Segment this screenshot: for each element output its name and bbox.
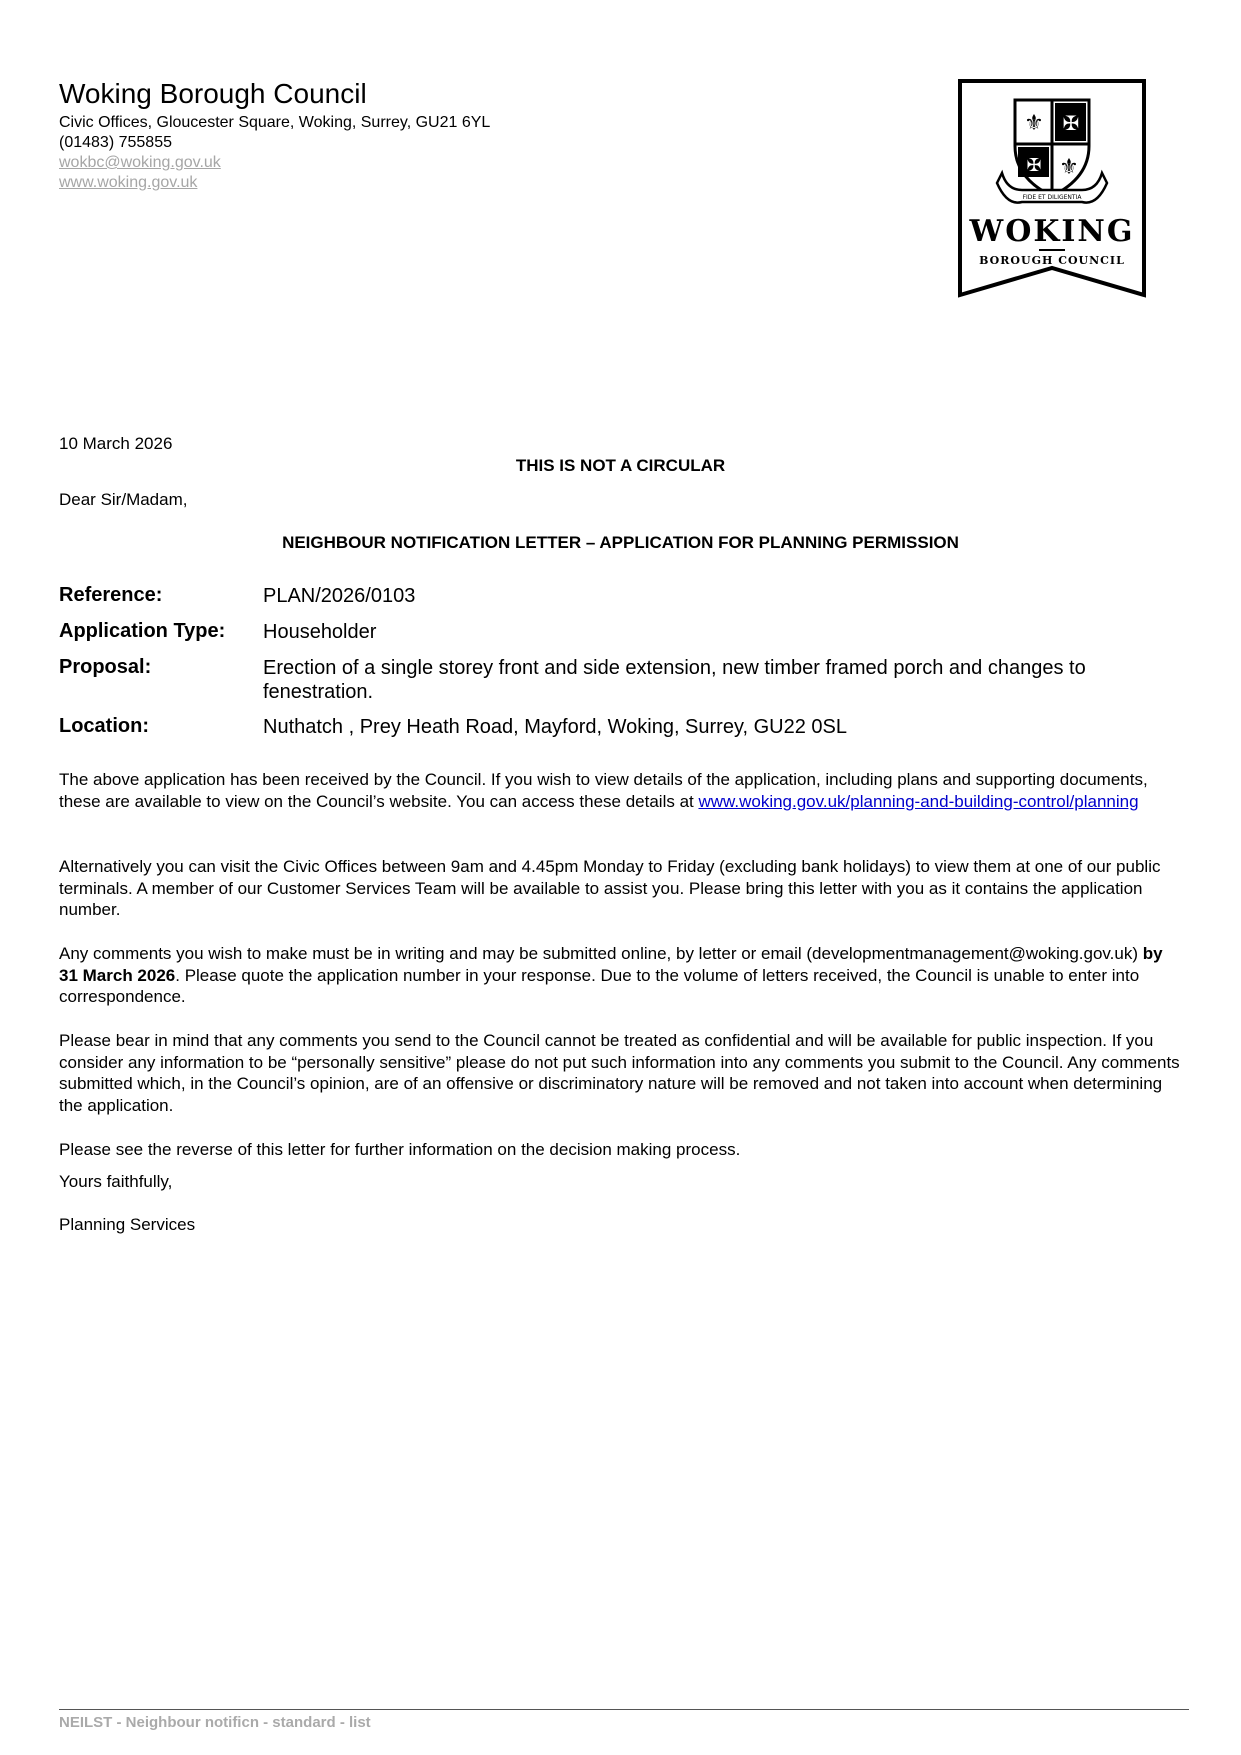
letter-date: 10 March 2026 xyxy=(59,434,173,453)
footer-document-code: NEILST - Neighbour notificn - standard - list xyxy=(59,1714,371,1731)
crest-motto: FIDE ET DILIGENTIA xyxy=(1022,194,1082,201)
letter-signature: Planning Services xyxy=(59,1215,196,1234)
application-type-value: Householder xyxy=(263,621,377,643)
not-circular-notice: THIS IS NOT A CIRCULAR xyxy=(515,456,726,475)
svg-text:✠: ✠ xyxy=(1026,155,1042,176)
application-type-label: Application Type: xyxy=(59,620,226,642)
paragraph-view-details xyxy=(59,769,1181,812)
proposal-label: Proposal: xyxy=(59,656,152,678)
logo-subtitle: BOROUGH COUNCIL xyxy=(979,254,1125,267)
woking-crest-logo xyxy=(957,78,1147,299)
council-address: Civic Offices, Gloucester Square, Woking, Surrey, GU21 6YL xyxy=(59,114,491,131)
paragraph-confidentiality: Please bear in mind that any comments you send to the Council cannot be treated as confidential and will be available for public inspection. If you consider any information to be “personally sensitive” please do not put such information into any comments you submit to the Council. Any comments submitted which, in the Council’s opinion, are of an offensive or discriminatory nature will be removed and not taken into account when determining the application. xyxy=(59,1031,1180,1115)
proposal-value: Erection of a single storey front and side extension, new timber framed porch and changes to fenestration. xyxy=(263,657,1086,703)
salutation: Dear Sir/Madam, xyxy=(59,490,188,509)
paragraph-text: Any comments you wish to make must be in writing and may be submitted online, by letter or email (developmentmanagement@woking.gov.uk) xyxy=(59,944,1143,963)
paragraph-comments-deadline xyxy=(59,943,1181,1008)
paragraph-text: . Please quote the application number in your response. Due to the volume of letters received, the Council is unable to enter into correspondence. xyxy=(59,965,1140,1006)
svg-text:✠: ✠ xyxy=(1062,111,1080,135)
council-phone: (01483) 755855 xyxy=(59,134,172,151)
location-label: Location: xyxy=(59,715,149,737)
reference-value: PLAN/2026/0103 xyxy=(263,585,416,607)
svg-text:⚜: ⚜ xyxy=(1024,111,1044,136)
paragraph-civic-offices: Alternatively you can visit the Civic Offices between 9am and 4.45pm Monday to Friday (excluding bank holidays) to view them at one of our public terminals. A member of our Customer Services Team will be available to assist you. Please bring this letter with you as it contains the application number. xyxy=(59,857,1161,919)
paragraph-text: The above application has been received by the Council. If you wish to view details of the application, including plans and supporting documents, these are available to view on the Council’s website. You can access these details at xyxy=(59,770,1148,811)
svg-text:⚜: ⚜ xyxy=(1059,155,1079,180)
logo-wordmark: WOKING xyxy=(969,214,1135,249)
council-name: Woking Borough Council xyxy=(59,78,367,109)
planning-website-link[interactable]: www.woking.gov.uk/planning-and-building-control/planning xyxy=(698,791,1139,811)
paragraph-reverse-info: Please see the reverse of this letter for further information on the decision making process. xyxy=(59,1140,741,1159)
letter-subject: NEIGHBOUR NOTIFICATION LETTER – APPLICATION FOR PLANNING PERMISSION xyxy=(282,533,959,552)
council-email-link[interactable]: wokbc@woking.gov.uk xyxy=(59,154,221,171)
footer-divider xyxy=(59,1709,1189,1710)
reference-label: Reference: xyxy=(59,584,163,606)
location-value: Nuthatch , Prey Heath Road, Mayford, Woking, Surrey, GU22 0SL xyxy=(263,716,847,738)
letter-closing: Yours faithfully, xyxy=(59,1172,173,1191)
council-website-link[interactable]: www.woking.gov.uk xyxy=(59,174,198,191)
deadline-text: by 31 March 2026 xyxy=(59,944,1163,985)
